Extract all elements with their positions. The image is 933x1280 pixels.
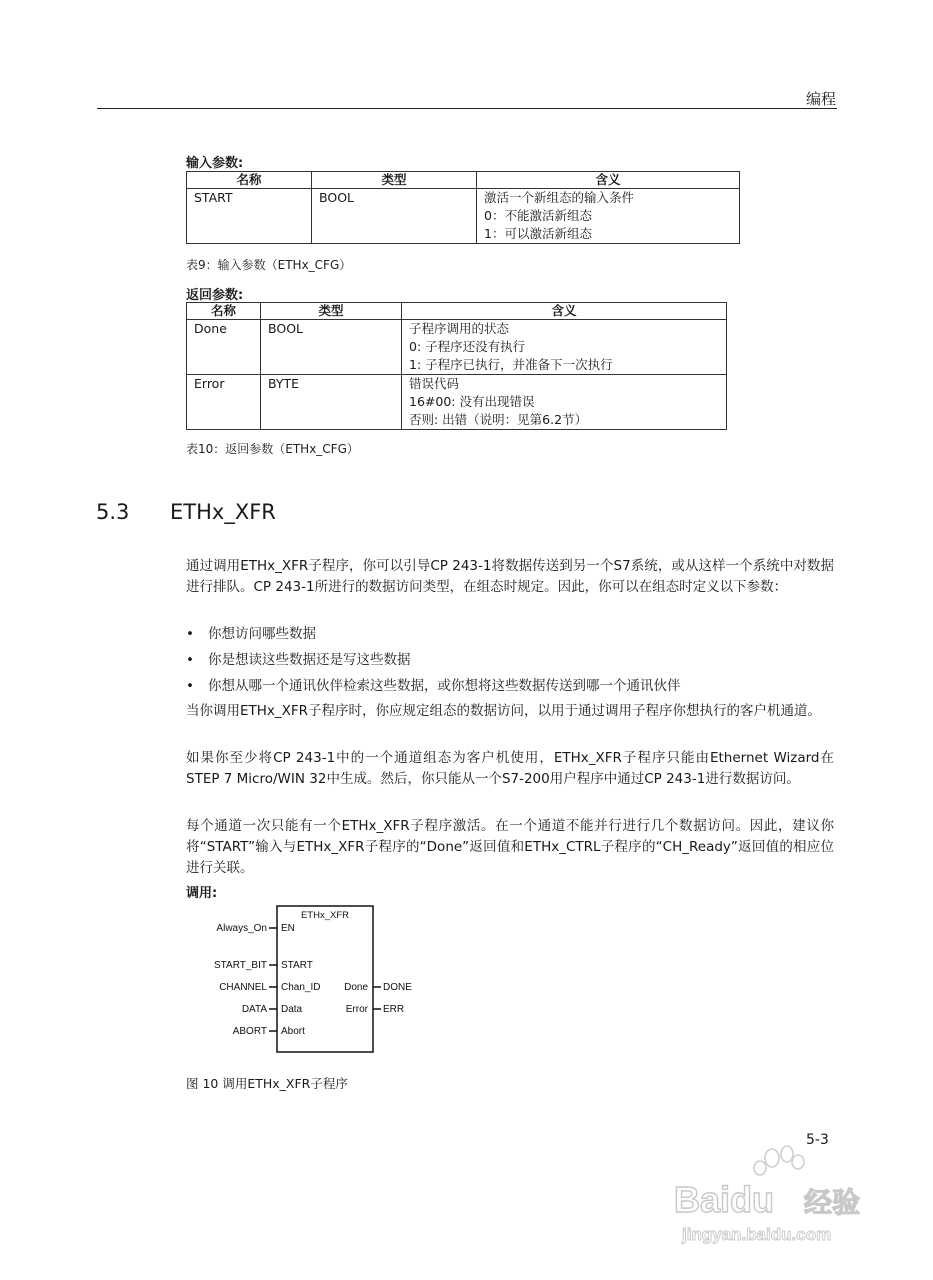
section-title: ETHx_XFR (170, 500, 276, 524)
bullet-item: • 你想访问哪些数据 (186, 626, 316, 642)
param-type: BYTE (261, 375, 402, 430)
col-header-meaning: 含义 (477, 172, 740, 189)
meaning-line: 0：不能激活新组态 (484, 208, 592, 223)
meaning-line: 1：可以激活新组态 (484, 226, 592, 241)
param-name: START (187, 189, 312, 244)
param-name: Done (187, 320, 261, 375)
table10-caption: 表10：返回参数（ETHx_CFG） (186, 442, 359, 456)
input-params-table (186, 171, 740, 244)
param-name: Error (187, 375, 261, 430)
header-rule (97, 108, 837, 109)
figure-caption: 图 10 调用ETHx_XFR子程序 (186, 1076, 348, 1091)
pin-done: Done (344, 982, 368, 993)
block-title: ETHx_XFR (300, 910, 350, 921)
col-header-name: 名称 (187, 303, 261, 320)
output-signal-done: DONE (383, 982, 412, 993)
input-signal-always-on: Always_On (216, 923, 267, 934)
return-params-table (186, 302, 727, 430)
meaning-line: 1: 子程序已执行，并准备下一次执行 (409, 357, 613, 372)
pin-data: Data (281, 1004, 303, 1015)
header-title: 编程 (805, 90, 836, 108)
param-type: BOOL (312, 189, 477, 244)
input-signal-start-bit: START_BIT (214, 960, 267, 971)
col-header-meaning: 含义 (402, 303, 727, 320)
param-type: BOOL (261, 320, 402, 375)
param-meaning (402, 375, 727, 430)
col-header-type: 类型 (261, 303, 402, 320)
col-header-type: 类型 (312, 172, 477, 189)
watermark-url: jingyan.baidu.com (682, 1225, 832, 1244)
pin-en: EN (281, 923, 295, 934)
baidu-jingyan-watermark (672, 1140, 872, 1270)
pin-chan-id: Chan_ID (281, 982, 321, 993)
section-number: 5.3 (96, 500, 130, 524)
output-signal-err: ERR (383, 1004, 405, 1015)
pin-error: Error (345, 1004, 368, 1015)
meaning-line: 否则: 出错（说明：见第6.2节） (409, 412, 588, 427)
meaning-line: 0: 子程序还没有执行 (409, 339, 526, 354)
intro-paragraph: 通过调用ETHx_XFR子程序，你可以引导CP 243-1将数据传送到另一个S7系统，或从这样一个系统中对数据进行排队。CP 243-1所进行的数据访问类型，在组态时规定。因此，你可以在组态时定义以下参数： (186, 558, 834, 595)
input-signal-data: DATA (241, 1004, 267, 1015)
meaning-line: 激活一个新组态的输入条件 (484, 190, 635, 205)
meaning-line: 16#00: 没有出现错误 (409, 394, 535, 409)
input-params-label: 输入参数: (186, 156, 244, 171)
input-signal-channel: CHANNEL (219, 982, 267, 993)
paragraph-4: 每个通道一次只能有一个ETHx_XFR子程序激活。在一个通道不能并行进行几个数据访问。因此，建议你将“START”输入与ETHx_XFR子程序的“Done”返回值和ETHx_CTRL子程序的“CH_Ready”返回值的相应位进行关联。 (186, 818, 834, 876)
paragraph-3: 如果你至少将CP 243-1中的一个通道组态为客户机使用，ETHx_XFR子程序只能由Ethernet Wizard在STEP 7 Micro/WIN 32中生成。然后，你只能从一个S7-200用户程序中通过CP 243-1进行数据访问。 (186, 750, 834, 787)
table9-caption: 表9：输入参数（ETHx_CFG） (186, 258, 352, 272)
table-row (187, 375, 727, 430)
col-header-name: 名称 (187, 172, 312, 189)
paragraph-2: 当你调用ETHx_XFR子程序时，你应规定组态的数据访问，以用于通过调用子程序你想执行的客户机通道。 (186, 703, 822, 719)
bullet-item: • 你想从哪一个通讯伙伴检索这些数据，或你想将这些数据传送到哪一个通讯伙伴 (186, 678, 681, 694)
meaning-line: 子程序调用的状态 (409, 321, 510, 336)
watermark-brand: Baidu (674, 1179, 775, 1220)
param-meaning (402, 320, 727, 375)
watermark-sub: 经验 (804, 1186, 861, 1219)
bullet-item: • 你是想读这些数据还是写这些数据 (186, 652, 411, 668)
call-label: 调用: (186, 886, 218, 901)
return-params-label: 返回参数: (186, 288, 244, 303)
table-row (187, 189, 740, 244)
pin-start: START (281, 960, 313, 971)
param-meaning (477, 189, 740, 244)
input-signal-abort: ABORT (232, 1026, 267, 1037)
table-row (187, 320, 727, 375)
ethx-xfr-block-diagram (210, 900, 430, 1060)
meaning-line: 错误代码 (409, 376, 460, 391)
pin-abort: Abort (281, 1026, 305, 1037)
page-number: 5-3 (806, 1132, 829, 1148)
